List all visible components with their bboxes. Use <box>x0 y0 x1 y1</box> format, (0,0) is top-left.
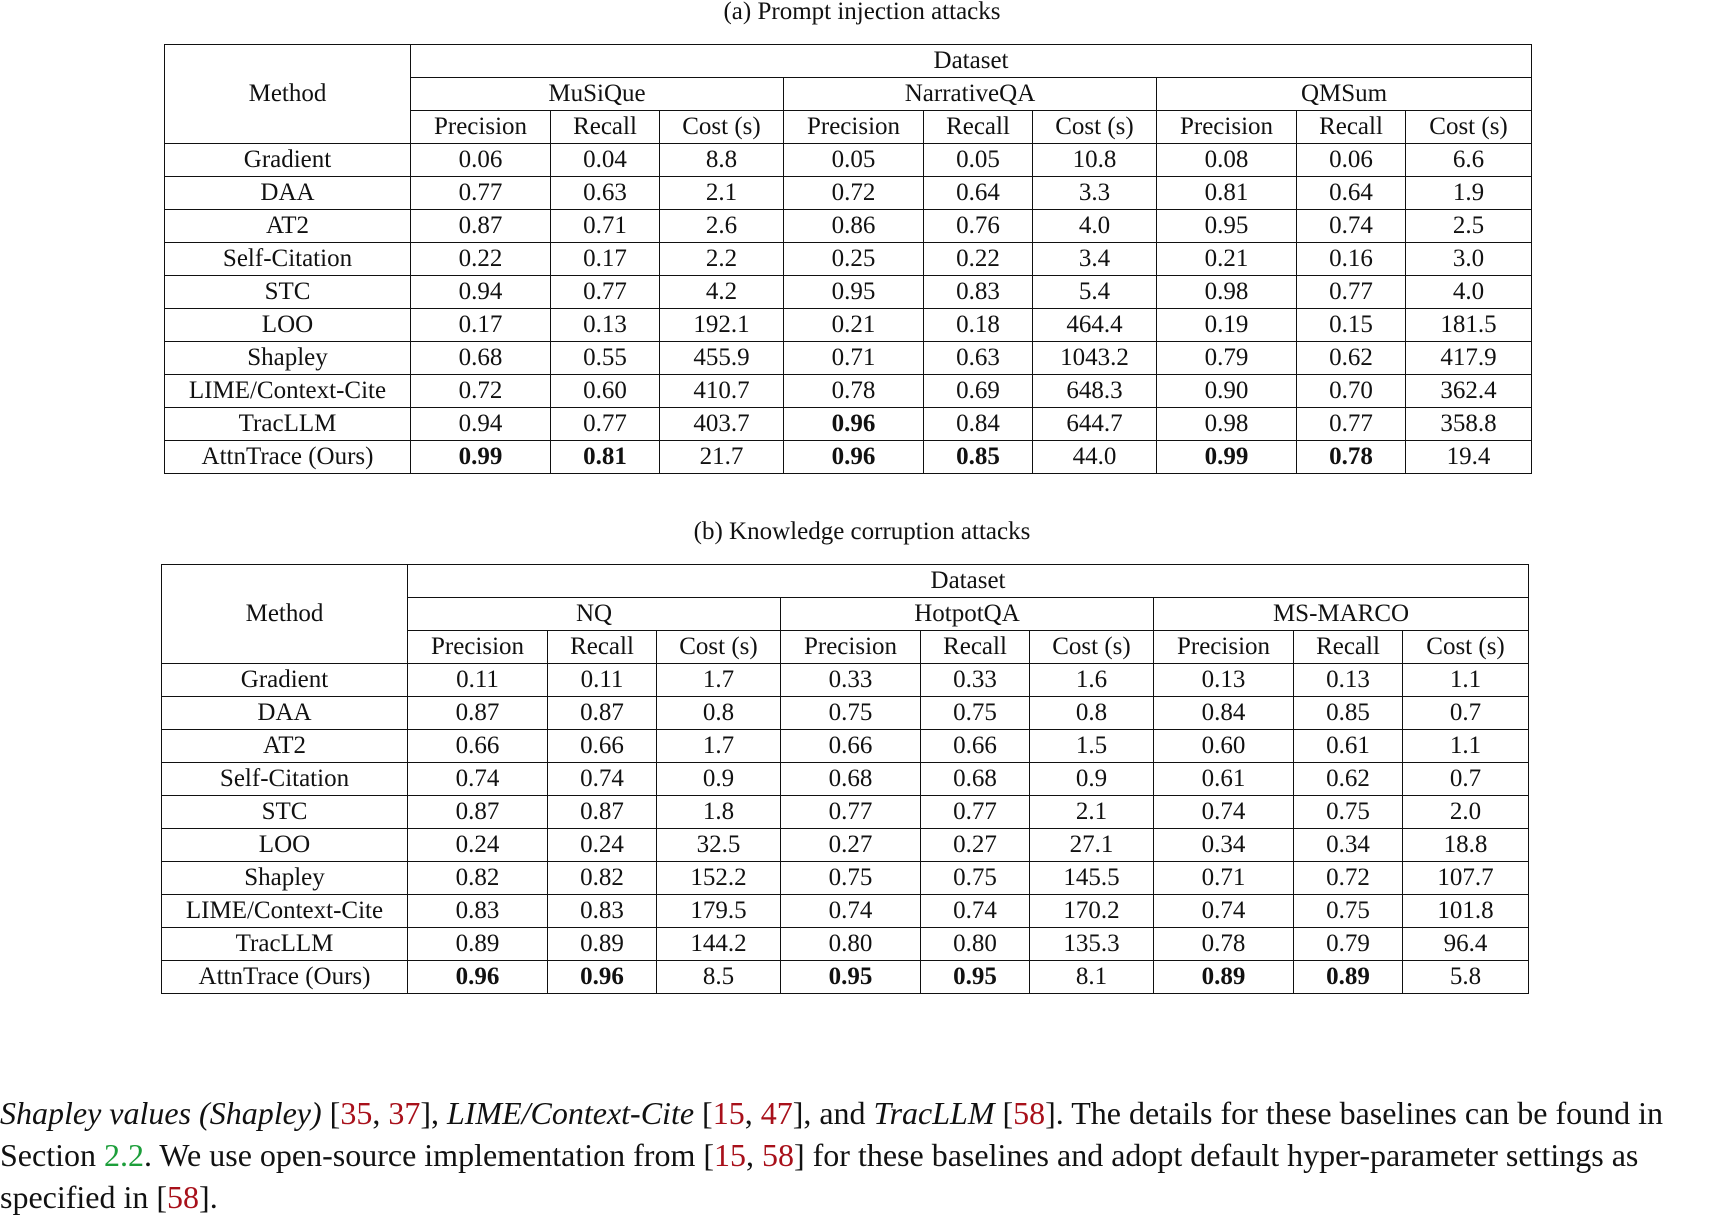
method-cell: AttnTrace (Ours) <box>162 961 408 994</box>
value-cell: 455.9 <box>660 342 784 375</box>
value-cell: 0.8 <box>657 697 781 730</box>
citation-link[interactable]: 58 <box>1013 1095 1046 1131</box>
value-cell: 0.84 <box>1154 697 1294 730</box>
value-cell: 0.05 <box>784 144 924 177</box>
method-cell: STC <box>165 276 411 309</box>
value-cell: 0.83 <box>408 895 548 928</box>
value-cell: 144.2 <box>657 928 781 961</box>
value-cell: 0.86 <box>784 210 924 243</box>
value-cell: 644.7 <box>1033 408 1157 441</box>
method-cell: DAA <box>162 697 408 730</box>
value-cell: 0.66 <box>921 730 1030 763</box>
value-cell: 0.85 <box>924 441 1033 474</box>
value-cell: 2.1 <box>1030 796 1154 829</box>
value-cell: 0.87 <box>548 697 657 730</box>
citation-link[interactable]: 58 <box>761 1137 794 1173</box>
value-cell: 1.9 <box>1406 177 1532 210</box>
value-cell: 0.95 <box>781 961 921 994</box>
value-cell: 0.79 <box>1157 342 1297 375</box>
value-cell: 44.0 <box>1033 441 1157 474</box>
table-row <box>165 375 1532 408</box>
citation-link[interactable]: 37 <box>388 1095 421 1131</box>
value-cell: 0.75 <box>1294 796 1403 829</box>
table-row <box>162 961 1529 994</box>
value-cell: 0.63 <box>551 177 660 210</box>
value-cell: 0.74 <box>1297 210 1406 243</box>
value-cell: 0.18 <box>924 309 1033 342</box>
value-cell: 0.87 <box>411 210 551 243</box>
value-cell: 0.7 <box>1403 697 1529 730</box>
value-cell: 0.82 <box>408 862 548 895</box>
citation-link[interactable]: 35 <box>340 1095 373 1131</box>
value-cell: 0.77 <box>921 796 1030 829</box>
value-cell: 0.95 <box>921 961 1030 994</box>
value-cell: 0.94 <box>411 276 551 309</box>
value-cell: 0.34 <box>1294 829 1403 862</box>
value-cell: 0.27 <box>781 829 921 862</box>
table-row <box>165 408 1532 441</box>
table-row <box>165 441 1532 474</box>
metric-header: Recall <box>921 631 1030 664</box>
value-cell: 0.94 <box>411 408 551 441</box>
value-cell: 0.83 <box>924 276 1033 309</box>
value-cell: 0.69 <box>924 375 1033 408</box>
value-cell: 145.5 <box>1030 862 1154 895</box>
metric-header: Recall <box>1294 631 1403 664</box>
paragraph-text: , <box>372 1095 389 1131</box>
value-cell: 0.74 <box>921 895 1030 928</box>
value-cell: 0.06 <box>411 144 551 177</box>
value-cell: 417.9 <box>1406 342 1532 375</box>
value-cell: 0.75 <box>1294 895 1403 928</box>
table-row <box>162 862 1529 895</box>
dataset-header: Dataset <box>408 565 1529 598</box>
method-cell: STC <box>162 796 408 829</box>
value-cell: 0.70 <box>1297 375 1406 408</box>
value-cell: 152.2 <box>657 862 781 895</box>
value-cell: 0.22 <box>924 243 1033 276</box>
method-cell: TracLLM <box>165 408 411 441</box>
value-cell: 1.1 <box>1403 730 1529 763</box>
metric-header: Precision <box>1154 631 1294 664</box>
value-cell: 6.6 <box>1406 144 1532 177</box>
value-cell: 0.81 <box>551 441 660 474</box>
table-a-caption: (a) Prompt injection attacks <box>723 0 1001 25</box>
value-cell: 0.34 <box>1154 829 1294 862</box>
method-cell: Self-Citation <box>165 243 411 276</box>
value-cell: 0.96 <box>784 441 924 474</box>
citation-link[interactable]: 15 <box>712 1095 745 1131</box>
value-cell: 0.55 <box>551 342 660 375</box>
value-cell: 0.82 <box>548 862 657 895</box>
dataset-name-header: HotpotQA <box>781 598 1154 631</box>
metric-header: Recall <box>924 111 1033 144</box>
value-cell: 3.4 <box>1033 243 1157 276</box>
value-cell: 0.24 <box>408 829 548 862</box>
value-cell: 0.68 <box>411 342 551 375</box>
value-cell: 0.96 <box>548 961 657 994</box>
value-cell: 0.74 <box>548 763 657 796</box>
table-row <box>162 763 1529 796</box>
value-cell: 4.0 <box>1033 210 1157 243</box>
value-cell: 0.7 <box>1403 763 1529 796</box>
table-row <box>162 664 1529 697</box>
value-cell: 8.5 <box>657 961 781 994</box>
value-cell: 4.2 <box>660 276 784 309</box>
value-cell: 0.90 <box>1157 375 1297 408</box>
value-cell: 96.4 <box>1403 928 1529 961</box>
value-cell: 0.98 <box>1157 276 1297 309</box>
value-cell: 0.78 <box>1297 441 1406 474</box>
method-cell: AT2 <box>165 210 411 243</box>
metric-header: Precision <box>411 111 551 144</box>
paragraph-text: ], and <box>792 1095 874 1131</box>
value-cell: 1.1 <box>1403 664 1529 697</box>
value-cell: 0.72 <box>784 177 924 210</box>
value-cell: 0.96 <box>408 961 548 994</box>
paragraph-text: LIME/Context-Cite <box>446 1095 695 1131</box>
value-cell: 0.72 <box>411 375 551 408</box>
value-cell: 0.79 <box>1294 928 1403 961</box>
method-header: Method <box>165 45 411 144</box>
value-cell: 0.74 <box>1154 796 1294 829</box>
metric-header: Precision <box>1157 111 1297 144</box>
dataset-name-header: MS-MARCO <box>1154 598 1529 631</box>
value-cell: 135.3 <box>1030 928 1154 961</box>
value-cell: 0.9 <box>1030 763 1154 796</box>
value-cell: 1.7 <box>657 664 781 697</box>
paragraph-text: TracLLM <box>873 1095 995 1131</box>
value-cell: 2.2 <box>660 243 784 276</box>
paragraph-text: ]. <box>199 1179 218 1215</box>
table-row <box>165 210 1532 243</box>
table-row <box>162 796 1529 829</box>
value-cell: 0.78 <box>1154 928 1294 961</box>
paragraph-text: . We use open-source implementation from [ <box>143 1137 714 1173</box>
value-cell: 0.77 <box>1297 408 1406 441</box>
value-cell: 27.1 <box>1030 829 1154 862</box>
method-cell: DAA <box>165 177 411 210</box>
method-cell: LOO <box>165 309 411 342</box>
value-cell: 0.89 <box>1294 961 1403 994</box>
metric-header: Cost (s) <box>660 111 784 144</box>
value-cell: 2.1 <box>660 177 784 210</box>
citation-link[interactable]: 47 <box>760 1095 793 1131</box>
table-row <box>165 276 1532 309</box>
value-cell: 21.7 <box>660 441 784 474</box>
method-cell: Gradient <box>162 664 408 697</box>
dataset-name-header: MuSiQue <box>411 78 784 111</box>
metric-header: Cost (s) <box>1403 631 1529 664</box>
value-cell: 0.75 <box>781 862 921 895</box>
method-cell: TracLLM <box>162 928 408 961</box>
value-cell: 0.62 <box>1294 763 1403 796</box>
table-row <box>165 309 1532 342</box>
citation-link[interactable]: 2.2 <box>103 1137 144 1173</box>
value-cell: 0.78 <box>784 375 924 408</box>
value-cell: 8.1 <box>1030 961 1154 994</box>
value-cell: 0.05 <box>924 144 1033 177</box>
value-cell: 18.8 <box>1403 829 1529 862</box>
value-cell: 0.11 <box>408 664 548 697</box>
value-cell: 0.19 <box>1157 309 1297 342</box>
method-cell: AttnTrace (Ours) <box>165 441 411 474</box>
value-cell: 0.06 <box>1297 144 1406 177</box>
header-row-dataset <box>165 45 1532 78</box>
value-cell: 0.68 <box>781 763 921 796</box>
value-cell: 0.89 <box>548 928 657 961</box>
value-cell: 0.04 <box>551 144 660 177</box>
body-paragraph <box>0 1092 1724 1218</box>
value-cell: 0.24 <box>548 829 657 862</box>
value-cell: 403.7 <box>660 408 784 441</box>
value-cell: 0.64 <box>924 177 1033 210</box>
value-cell: 0.87 <box>408 697 548 730</box>
paragraph-text: ], <box>420 1095 447 1131</box>
citation-link[interactable]: 58 <box>167 1179 200 1215</box>
value-cell: 358.8 <box>1406 408 1532 441</box>
value-cell: 0.80 <box>921 928 1030 961</box>
value-cell: 19.4 <box>1406 441 1532 474</box>
paragraph-text: ]. The details for these baselines can be found in Section <box>0 1095 1664 1173</box>
value-cell: 0.77 <box>781 796 921 829</box>
method-cell: Gradient <box>165 144 411 177</box>
method-cell: Shapley <box>165 342 411 375</box>
value-cell: 170.2 <box>1030 895 1154 928</box>
value-cell: 0.95 <box>1157 210 1297 243</box>
value-cell: 1.7 <box>657 730 781 763</box>
table-row <box>165 243 1532 276</box>
value-cell: 0.60 <box>551 375 660 408</box>
method-header: Method <box>162 565 408 664</box>
table-b-caption: (b) Knowledge corruption attacks <box>693 518 1031 545</box>
value-cell: 0.99 <box>1157 441 1297 474</box>
header-row-dataset <box>162 565 1529 598</box>
value-cell: 0.72 <box>1294 862 1403 895</box>
table-row <box>162 928 1529 961</box>
value-cell: 8.8 <box>660 144 784 177</box>
value-cell: 0.17 <box>411 309 551 342</box>
value-cell: 0.87 <box>548 796 657 829</box>
metric-header: Cost (s) <box>1033 111 1157 144</box>
value-cell: 0.85 <box>1294 697 1403 730</box>
value-cell: 0.33 <box>921 664 1030 697</box>
value-cell: 464.4 <box>1033 309 1157 342</box>
value-cell: 0.75 <box>781 697 921 730</box>
metric-header: Precision <box>408 631 548 664</box>
value-cell: 0.66 <box>408 730 548 763</box>
value-cell: 107.7 <box>1403 862 1529 895</box>
metric-header: Cost (s) <box>657 631 781 664</box>
value-cell: 0.33 <box>781 664 921 697</box>
dataset-header: Dataset <box>411 45 1532 78</box>
table-row <box>162 730 1529 763</box>
method-cell: Self-Citation <box>162 763 408 796</box>
value-cell: 0.61 <box>1294 730 1403 763</box>
value-cell: 0.75 <box>921 862 1030 895</box>
table-row <box>162 697 1529 730</box>
value-cell: 1043.2 <box>1033 342 1157 375</box>
method-cell: LIME/Context-Cite <box>162 895 408 928</box>
value-cell: 0.60 <box>1154 730 1294 763</box>
dataset-name-header: NarrativeQA <box>784 78 1157 111</box>
table-prompt-injection <box>164 44 1532 474</box>
value-cell: 179.5 <box>657 895 781 928</box>
value-cell: 362.4 <box>1406 375 1532 408</box>
value-cell: 0.17 <box>551 243 660 276</box>
metric-header: Precision <box>784 111 924 144</box>
metric-header: Recall <box>551 111 660 144</box>
value-cell: 0.95 <box>784 276 924 309</box>
method-cell: LIME/Context-Cite <box>165 375 411 408</box>
value-cell: 0.99 <box>411 441 551 474</box>
table-row <box>162 829 1529 862</box>
citation-link[interactable]: 15 <box>713 1137 746 1173</box>
value-cell: 0.25 <box>784 243 924 276</box>
dataset-name-header: NQ <box>408 598 781 631</box>
value-cell: 0.15 <box>1297 309 1406 342</box>
metric-header: Precision <box>781 631 921 664</box>
method-cell: Shapley <box>162 862 408 895</box>
paragraph-text: [ <box>994 1095 1014 1131</box>
value-cell: 0.81 <box>1157 177 1297 210</box>
value-cell: 4.0 <box>1406 276 1532 309</box>
value-cell: 0.87 <box>408 796 548 829</box>
value-cell: 0.13 <box>551 309 660 342</box>
value-cell: 0.71 <box>784 342 924 375</box>
value-cell: 0.75 <box>921 697 1030 730</box>
paragraph-text: ] for these baselines and adopt default hyper-parameter settings as specified in [ <box>0 1137 1639 1215</box>
value-cell: 0.71 <box>1154 862 1294 895</box>
value-cell: 2.0 <box>1403 796 1529 829</box>
value-cell: 0.9 <box>657 763 781 796</box>
value-cell: 0.22 <box>411 243 551 276</box>
metric-header: Recall <box>1297 111 1406 144</box>
value-cell: 410.7 <box>660 375 784 408</box>
value-cell: 0.63 <box>924 342 1033 375</box>
table-row <box>165 144 1532 177</box>
value-cell: 0.77 <box>1297 276 1406 309</box>
metric-header: Recall <box>548 631 657 664</box>
metric-header: Cost (s) <box>1406 111 1532 144</box>
value-cell: 101.8 <box>1403 895 1529 928</box>
paragraph-text: [ <box>694 1095 713 1131</box>
paragraph-text: , <box>744 1095 761 1131</box>
value-cell: 0.61 <box>1154 763 1294 796</box>
table-row <box>162 895 1529 928</box>
value-cell: 181.5 <box>1406 309 1532 342</box>
table-row <box>165 342 1532 375</box>
value-cell: 0.98 <box>1157 408 1297 441</box>
value-cell: 0.8 <box>1030 697 1154 730</box>
value-cell: 0.68 <box>921 763 1030 796</box>
value-cell: 1.8 <box>657 796 781 829</box>
value-cell: 0.27 <box>921 829 1030 862</box>
value-cell: 0.64 <box>1297 177 1406 210</box>
value-cell: 0.08 <box>1157 144 1297 177</box>
value-cell: 0.77 <box>551 276 660 309</box>
value-cell: 3.0 <box>1406 243 1532 276</box>
value-cell: 0.21 <box>784 309 924 342</box>
value-cell: 0.74 <box>408 763 548 796</box>
value-cell: 648.3 <box>1033 375 1157 408</box>
value-cell: 2.6 <box>660 210 784 243</box>
value-cell: 0.71 <box>551 210 660 243</box>
value-cell: 0.77 <box>411 177 551 210</box>
method-cell: LOO <box>162 829 408 862</box>
table-row <box>165 177 1532 210</box>
value-cell: 0.83 <box>548 895 657 928</box>
table-knowledge-corruption <box>161 564 1529 994</box>
value-cell: 0.96 <box>784 408 924 441</box>
value-cell: 5.4 <box>1033 276 1157 309</box>
method-cell: AT2 <box>162 730 408 763</box>
value-cell: 0.21 <box>1157 243 1297 276</box>
value-cell: 5.8 <box>1403 961 1529 994</box>
paragraph-text: Shapley values (Shapley) <box>0 1095 322 1131</box>
metric-header: Cost (s) <box>1030 631 1154 664</box>
value-cell: 0.84 <box>924 408 1033 441</box>
value-cell: 0.74 <box>1154 895 1294 928</box>
value-cell: 0.62 <box>1297 342 1406 375</box>
value-cell: 0.66 <box>781 730 921 763</box>
value-cell: 0.74 <box>781 895 921 928</box>
value-cell: 0.11 <box>548 664 657 697</box>
value-cell: 10.8 <box>1033 144 1157 177</box>
value-cell: 1.5 <box>1030 730 1154 763</box>
value-cell: 0.66 <box>548 730 657 763</box>
value-cell: 0.13 <box>1294 664 1403 697</box>
value-cell: 192.1 <box>660 309 784 342</box>
value-cell: 0.77 <box>551 408 660 441</box>
value-cell: 32.5 <box>657 829 781 862</box>
value-cell: 0.89 <box>408 928 548 961</box>
value-cell: 1.6 <box>1030 664 1154 697</box>
value-cell: 3.3 <box>1033 177 1157 210</box>
value-cell: 0.76 <box>924 210 1033 243</box>
value-cell: 0.80 <box>781 928 921 961</box>
value-cell: 0.89 <box>1154 961 1294 994</box>
dataset-name-header: QMSum <box>1157 78 1532 111</box>
value-cell: 0.16 <box>1297 243 1406 276</box>
value-cell: 2.5 <box>1406 210 1532 243</box>
paragraph-text: , <box>745 1137 762 1173</box>
value-cell: 0.13 <box>1154 664 1294 697</box>
paragraph-text: [ <box>321 1095 341 1131</box>
